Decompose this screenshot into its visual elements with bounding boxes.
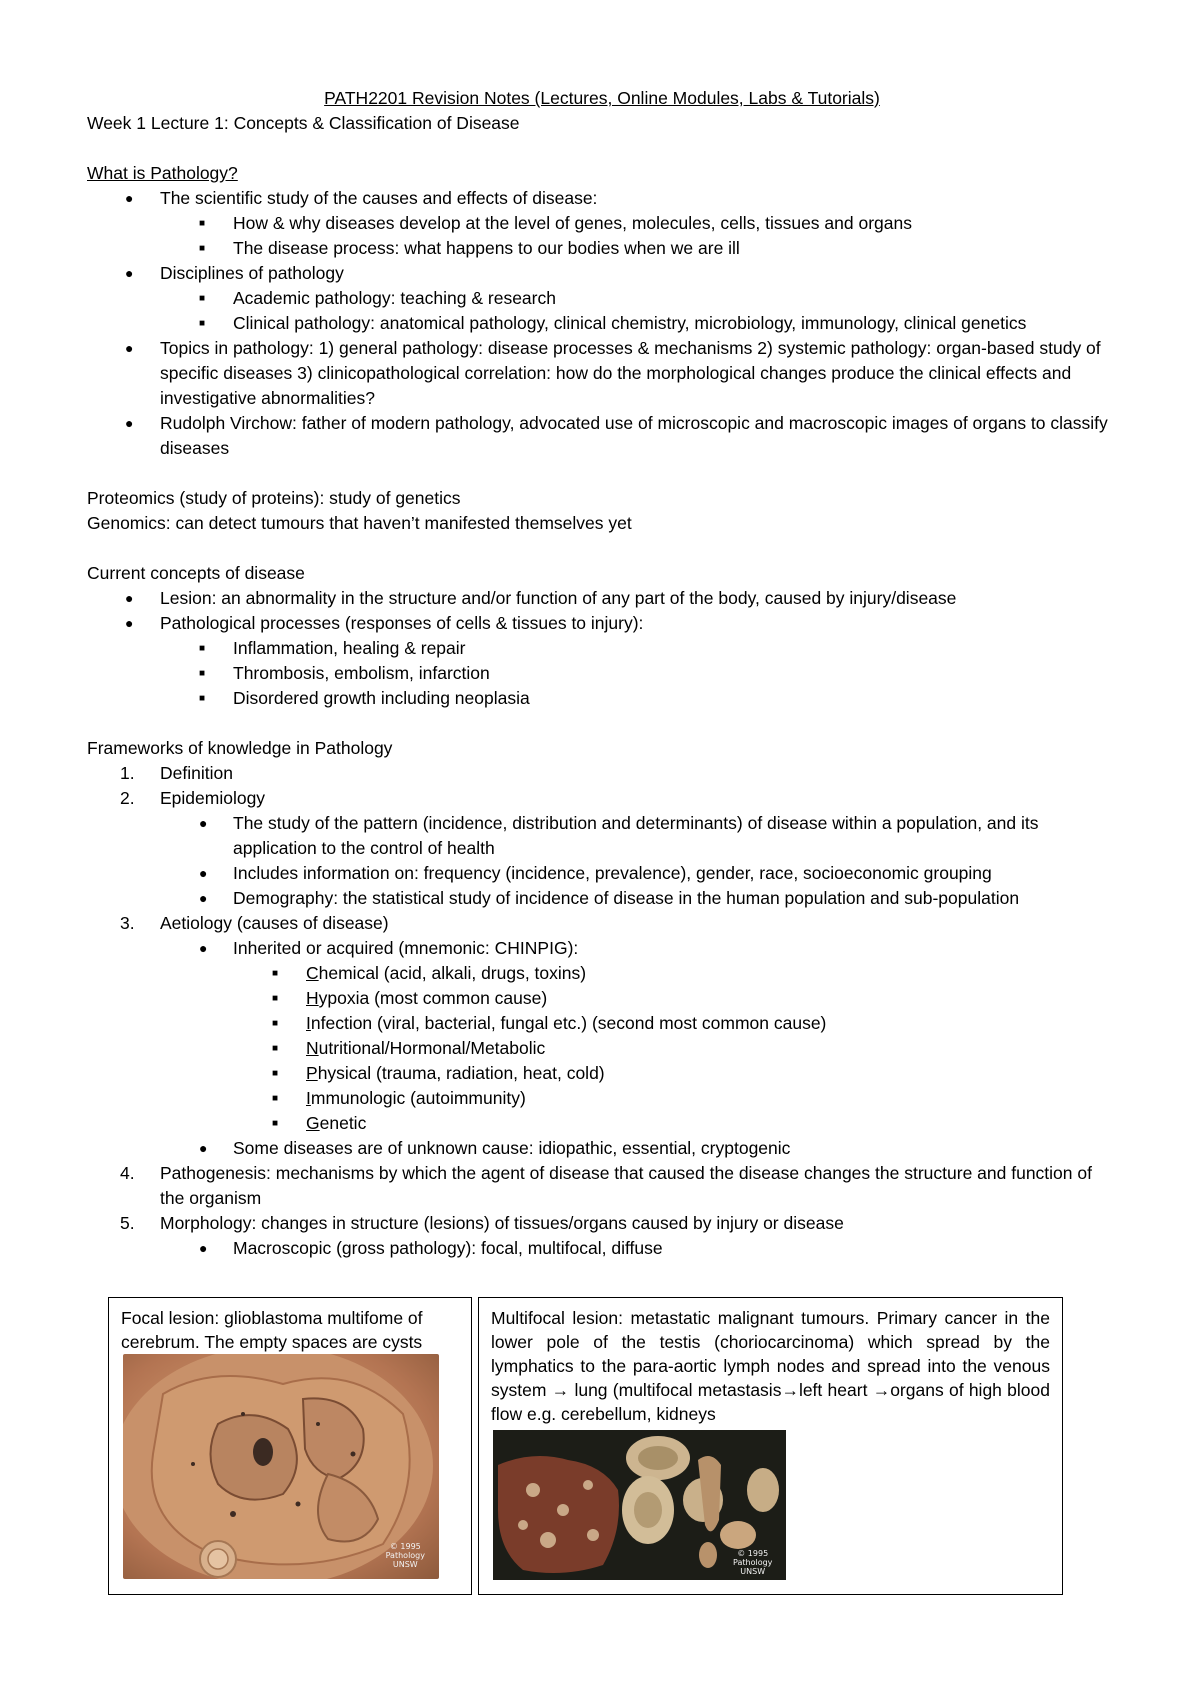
square-bullet-icon: ■ [199,643,206,654]
list-item: ● The study of the pattern (incidence, distribution and determinants) of disease within a population, and its application to the control of health [199,813,1039,858]
list-item: ● Pathological processes (responses of cells & tissues to injury): [87,611,1117,636]
glioblastoma-photo [123,1354,439,1579]
bullet-icon: ● [125,615,134,631]
bullet-icon: ● [125,415,134,431]
square-bullet-icon: ■ [272,1068,279,1079]
bullet-icon: ● [199,1140,208,1156]
bullet-icon: ● [199,815,208,831]
bullet-icon: ● [199,890,208,906]
list-item: ■ Academic pathology: teaching & research [87,286,1117,311]
document-page [87,86,1117,1261]
list-item: ■ Genetic [87,1111,1117,1136]
list-item: ■ Thrombosis, embolism, infarction [87,661,1117,686]
list-item: ■ Nutritional/Hormonal/Metabolic [87,1036,1117,1061]
lesion-figures [108,1297,1063,1595]
list-item: ■ Infection (viral, bacterial, fungal etc.) (second most common cause) [87,1011,1117,1036]
list-item: ■ Hypoxia (most common cause) [87,986,1117,1011]
square-bullet-icon: ■ [199,693,206,704]
list-item: ■ Immunologic (autoimmunity) [87,1086,1117,1111]
photo-watermark: © 1995 Pathology UNSW [385,1542,425,1569]
list-number: 5. [120,1213,135,1233]
bullet-icon: ● [125,190,134,206]
list-number: 2. [120,788,135,808]
list-item: ■ Physical (trauma, radiation, heat, cold) [87,1061,1117,1086]
square-bullet-icon: ■ [272,1118,279,1129]
bullet-icon: ● [199,1240,208,1256]
square-bullet-icon: ■ [272,1018,279,1029]
current-concepts-list [87,586,1117,711]
list-item: ● Rudolph Virchow: father of modern pathology, advocated use of microscopic and macroscopic images of organs to classify diseases [125,413,1108,458]
document-title: PATH2201 Revision Notes (Lectures, Online Modules, Labs & Tutorials) [324,88,880,108]
list-item: ■ The disease process: what happens to our bodies when we are ill [87,236,1117,261]
square-bullet-icon: ■ [272,968,279,979]
list-number: 1. [120,763,135,783]
list-item: 4. Pathogenesis: mechanisms by which the agent of disease that caused the disease changes the structure and function of the organism [120,1163,1092,1208]
frameworks-heading: Frameworks of knowledge in Pathology [87,738,393,758]
multifocal-lesion-caption: Multifocal lesion: metastatic malignant tumours. Primary cancer in the lower pole of the testis (choriocarcinoma) which spread by the lymphatics to the para-aortic lymph nodes and spread into the venous system → lung (multifocal metastasis→left heart →organs of high blood flow e.g. cerebellum, kidneys [491,1308,1050,1424]
list-item: 5. Morphology: changes in structure (lesions) of tissues/organs caused by injury or disease [87,1211,1117,1236]
list-item: ● Disciplines of pathology [87,261,1117,286]
multifocal-lesion-box [478,1297,1063,1595]
list-item: ■ Chemical (acid, alkali, drugs, toxins) [87,961,1117,986]
list-item: ● The scientific study of the causes and effects of disease: [87,186,1117,211]
list-number: 4. [120,1163,135,1183]
square-bullet-icon: ■ [199,218,206,229]
square-bullet-icon: ■ [199,243,206,254]
list-item: ■ Inflammation, healing & repair [87,636,1117,661]
square-bullet-icon: ■ [272,993,279,1004]
focal-lesion-caption: Focal lesion: glioblastoma multifome of cerebrum. The empty spaces are cysts [121,1308,423,1352]
list-item: 3. Aetiology (causes of disease) [87,911,1117,936]
list-item: ● Topics in pathology: 1) general pathology: disease processes & mechanisms 2) systemic pathology: organ-based study of specific diseases 3) clinicopathological correlation: how do the morphological changes produce the clinical effects and investigative abnormalities? [125,338,1101,408]
bullet-icon: ● [199,940,208,956]
list-item: 1. Definition [87,761,1117,786]
square-bullet-icon: ■ [272,1043,279,1054]
bullet-icon: ● [125,265,134,281]
list-item: 2. Epidemiology [87,786,1117,811]
list-item: ● Includes information on: frequency (incidence, prevalence), gender, race, socioeconomic grouping [87,861,1117,886]
photo-watermark: © 1995 Pathology UNSW [733,1549,773,1576]
square-bullet-icon: ■ [272,1093,279,1104]
list-item: ● Demography: the statistical study of incidence of disease in the human population and sub-population [87,886,1117,911]
current-concepts-heading: Current concepts of disease [87,563,305,583]
genomics-line: Genomics: can detect tumours that haven’t manifested themselves yet [87,513,632,533]
square-bullet-icon: ■ [199,293,206,304]
list-item: ■ Clinical pathology: anatomical pathology, clinical chemistry, microbiology, immunology, clinical genetics [87,311,1117,336]
focal-lesion-box [108,1297,472,1595]
list-item: ■ Disordered growth including neoplasia [87,686,1117,711]
bullet-icon: ● [125,590,134,606]
list-item: ● Some diseases are of unknown cause: idiopathic, essential, cryptogenic [87,1136,1117,1161]
list-item: ■ How & why diseases develop at the level of genes, molecules, cells, tissues and organs [87,211,1117,236]
lecture-heading: Week 1 Lecture 1: Concepts & Classification of Disease [87,113,520,133]
square-bullet-icon: ■ [199,318,206,329]
bullet-icon: ● [199,865,208,881]
list-item: ● Lesion: an abnormality in the structure and/or function of any part of the body, caused by injury/disease [87,586,1117,611]
bullet-icon: ● [125,340,134,356]
what-is-list [87,186,1117,461]
list-item: ● Inherited or acquired (mnemonic: CHINPIG): [87,936,1117,961]
what-is-pathology-heading: What is Pathology? [87,163,238,183]
list-item: ● Macroscopic (gross pathology): focal, multifocal, diffuse [87,1236,1117,1261]
square-bullet-icon: ■ [199,668,206,679]
frameworks-list [87,761,1117,1261]
list-number: 3. [120,913,135,933]
metastasis-photo [493,1430,786,1580]
proteomics-line: Proteomics (study of proteins): study of genetics [87,488,461,508]
